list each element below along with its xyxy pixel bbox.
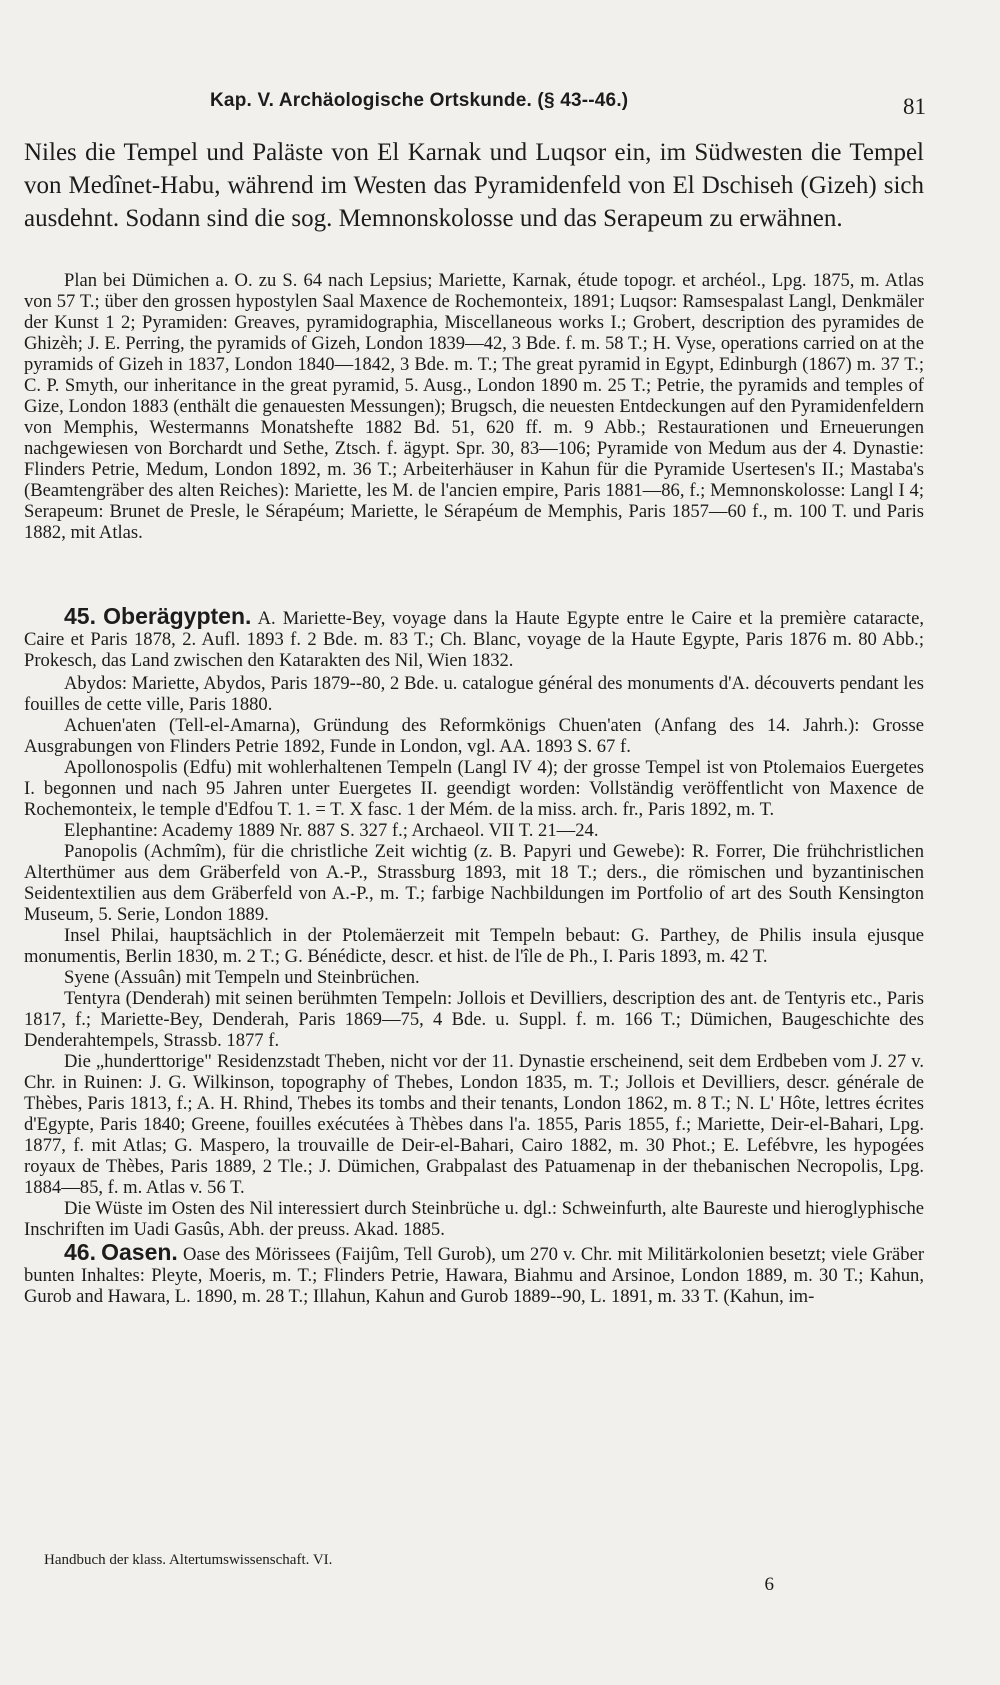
- entry-theben: Die „hunderttorige" Residenzstadt Theben, nicht vor der 11. Dynastie erscheinend, seit dem Erdbeben vom J. 27 v. Chr. in Ruinen: J. G. Wilkinson, topography of Thebes, London 1835, m. T.; Jollois et Devilliers, descr. générale de Thèbes, Paris 1813, f.; A. H. Rhind, Thebes its tombs and their tenants, London 1862, m. 8 T.; N. L' Hôte, lettres écrites d'Egypte, Paris 1840; Greene, fouilles exécutées à Thèbes dans l'a. 1855, Paris 1855, f.; Mariette, Deir-el-Bahari, Lpg. 1877, f. mit Atlas; G. Maspero, la trouvaille de Deir-el-Bahari, Cairo 1882, m. 30 Phot.; E. Lefébvre, les hypogées royaux de Thèbes, Paris 1889, 2 Tle.; J. Dümichen, Grabpalast des Patuamenap in der thebanischen Necropolis, Lpg. 1884—85, f. m. Atlas v. 56 T.: [24, 1051, 924, 1198]
- section-45-text: A. Mariette-Bey, voyage dans la Haute Egypte entre le Caire et la première cataracte, Caire et Paris 1878, 2. Aufl. 1893 f. 2 Bde. m. 83 T.; Ch. Blanc, voyage de la Haute Egypte, Paris 1876 m. 80 Abb.; Prokesch, das Land zwischen den Katarakten des Nil, Wien 1832.: [24, 608, 924, 671]
- entry-apollonospolis: Apollonospolis (Edfu) mit wohlerhaltenen Tempeln (Langl IV 4); der grosse Tempel ist von Ptolemaios Euergetes I. begonnen und nach 95 Jahren unter Euergetes II. geendigt worden: Vollständig veröffentlicht von Maxence de Rochemonteix, le temple d'Edfou T. 1. = T. X fasc. 1 der Mém. de la miss. arch. fr., Paris 1892, m. T.: [24, 757, 924, 820]
- footer-book-title: Handbuch der klass. Altertumswissenschaft. VI.: [44, 1552, 333, 1568]
- section-46-text: Oase des Mörissees (Faijûm, Tell Gurob), um 270 v. Chr. mit Militärkolonien besetzt; viele Gräber bunten Inhaltes: Pleyte, Moeris, m. T.; Flinders Petrie, Hawara, Biahmu and Arsinoe, London 1889, m. 30 T.; Kahun, Gurob and Hawara, L. 1890, m. 28 T.; Illahun, Kahun and Gurob 1889--90, L. 1891, m. 33 T. (Kahun, im-: [24, 1244, 925, 1307]
- section-45-title: Oberägypten.: [103, 603, 252, 629]
- entry-panopolis: Panopolis (Achmîm), für die christliche Zeit wichtig (z. B. Papyri und Gewebe): R. Forrer, Die frühchristlichen Alterthümer aus dem Gräberfeld von A.-P., Strassburg 1893, mit 18 T.; ders., die römischen und byzantinischen Seidentextilien aus dem Gräberfeld von A.-P., m. T.; farbige Nachbildungen im Portfolio of art des South Kensington Museum, 5. Serie, London 1889.: [24, 841, 924, 925]
- section-45-number: 45.: [64, 603, 96, 629]
- signature-mark: 6: [764, 1574, 774, 1595]
- entry-wueste: Die Wüste im Osten des Nil interessiert durch Steinbrüche u. dgl.: Schweinfurth, alte Baureste und hieroglyphische Inschriften im Uadi Gasûs, Abh. der preuss. Akad. 1885.: [24, 1198, 924, 1240]
- page-number: 81: [903, 94, 926, 119]
- entry-tentyra: Tentyra (Denderah) mit seinen berühmten Tempeln: Jollois et Devilliers, description des ant. de Tentyris etc., Paris 1817, f.; Mariette-Bey, Denderah, Paris 1869—75, 4 Bde. u. Suppl. f. m. 166 T.; Dümichen, Baugeschichte des Denderahtempels, Strassb. 1877 f.: [24, 988, 924, 1051]
- section-46-title: Oasen.: [101, 1239, 178, 1265]
- references-44: [24, 270, 924, 543]
- entry-syene: Syene (Assuân) mit Tempeln und Steinbrüchen.: [64, 967, 420, 988]
- entry-elephantine: Elephantine: Academy 1889 Nr. 887 S. 327 f.; Archaeol. VII T. 21—24.: [64, 820, 599, 841]
- references-44-text: Plan bei Dümichen a. O. zu S. 64 nach Lepsius; Mariette, Karnak, étude topogr. et archéol., Lpg. 1875, m. Atlas von 57 T.; über den grossen hypostylen Saal Maxence de Rochemonteix, 1891; Luqsor: Ramsespalast Langl, Denkmäler der Kunst 1 2; Pyramiden: Greaves, pyramidographia, Miscellaneous works I.; Grobert, description des pyramides de Ghizèh; J. E. Perring, the pyramids of Gizeh, London 1839—42, 3 Bde. f. m. 58 T.; H. Vyse, operations carried on at the pyramids of Gizeh in 1837, London 1840—1842, 3 Bde. m. T.; The great pyramid in Egypt, Edinburgh (1867) m. 37 T.; C. P. Smyth, our inheritance in the great pyramid, 5. Ausg., London 1890 m. 25 T.; Petrie, the pyramids and temples of Gize, London 1883 (enthält die genauesten Messungen); Brugsch, die neuesten Entdeckungen auf den Pyramidenfeldern von Memphis, Westermanns Monatshefte 1882 Bd. 51, 620 ff. m. 9 Abb.; Restaurationen und Erneuerungen nachgewiesen von Borchardt und Sethe, Ztsch. f. ägypt. Spr. 30, 83—106; Pyramide von Medum aus der 4. Dynastie: Flinders Petrie, Medum, London 1892, m. 36 T.; Arbeiterhäuser in Kahun für die Pyramide Usertesen's II.; Mastaba's (Beamtengräber des alten Reiches): Mariette, les M. de l'ancien empire, Paris 1881—86, f.; Memnonskolosse: Langl I 4; Serapeum: Brunet de Presle, le Sérapéum; Mariette, le Sérapéum de Memphis, Paris 1857—60 f., m. 100 T. und Paris 1882, mit Atlas.: [24, 270, 924, 543]
- entry-philai: Insel Philai, hauptsächlich in der Ptolemäerzeit mit Tempeln bebaut: G. Parthey, de Philis insula ejusque monumentis, Berlin 1830, m. 2 T.; G. Bénédicte, descr. et hist. de l'île de Ph., I. Paris 1893, m. 42 T.: [24, 925, 924, 967]
- page-header: [210, 88, 930, 120]
- running-title: Kap. V. Archäologische Ortskunde. (§ 43--46.): [210, 90, 629, 111]
- intro-paragraph-block: [24, 136, 924, 235]
- intro-paragraph: Niles die Tempel und Paläste von El Karnak und Luqsor ein, im Südwesten die Tempel von Medînet-Habu, während im Westen das Pyramidenfeld von El Dschiseh (Gizeh) sich ausdehnt. Sodann sind die sog. Memnonskolosse und das Serapeum zu erwähnen.: [24, 139, 924, 232]
- entry-abydos: Abydos: Mariette, Abydos, Paris 1879--80, 2 Bde. u. catalogue général des monuments d'A. découverts pendant les fouilles de cette ville, Paris 1880.: [24, 673, 924, 715]
- entry-achuenaten: Achuen'aten (Tell-el-Amarna), Gründung des Reformkönigs Chuen'aten (Anfang des 14. Jahrh.): Grosse Ausgrabungen von Flinders Petrie 1892, Funde in London, vgl. AA. 1893 S. 67 f.: [24, 715, 924, 757]
- section-46-number: 46.: [64, 1239, 96, 1265]
- section-45: [24, 603, 925, 1307]
- page-footer: [44, 1552, 924, 1595]
